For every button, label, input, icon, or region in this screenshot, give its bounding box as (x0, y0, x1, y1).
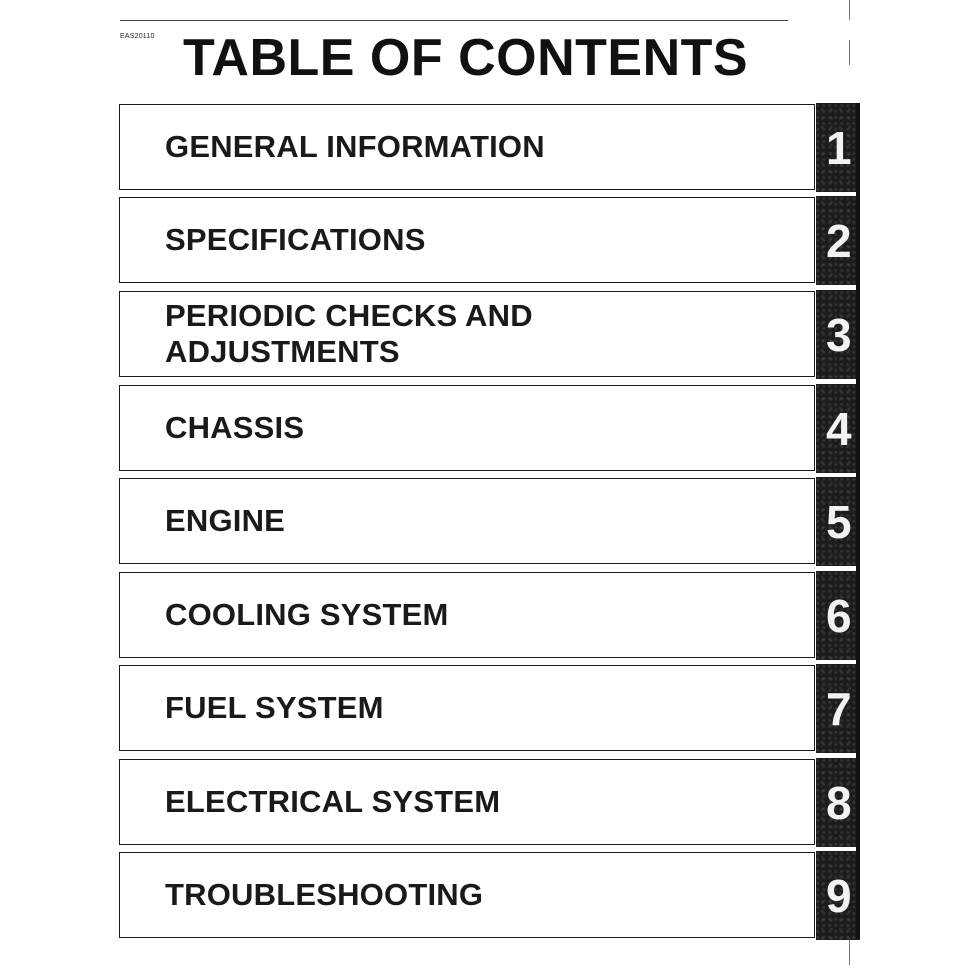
toc-entry-specifications[interactable] (119, 197, 815, 283)
toc-entry-chassis[interactable] (119, 385, 815, 471)
section-tab-number: 1 (826, 121, 852, 174)
section-tab-7[interactable] (816, 664, 860, 753)
page-title: TABLE OF CONTENTS (183, 29, 749, 87)
toc-entry-label: FUEL SYSTEM (165, 690, 384, 725)
document-code: EAS20110 (120, 33, 155, 40)
section-tab-6[interactable] (816, 571, 860, 660)
section-tab-number: 3 (826, 308, 852, 361)
margin-mark (849, 40, 850, 65)
section-tab-9[interactable] (816, 851, 860, 940)
toc-entry-periodic-checks-and-adjustments[interactable] (119, 291, 815, 377)
section-tab-number: 6 (826, 589, 852, 642)
section-tab-number: 5 (826, 495, 852, 548)
toc-entry-engine[interactable] (119, 478, 815, 564)
section-tab-8[interactable] (816, 758, 860, 847)
toc-entry-electrical-system[interactable] (119, 759, 815, 845)
section-tab-3[interactable] (816, 290, 860, 379)
section-tab-number: 7 (826, 682, 852, 735)
section-tab-number: 2 (826, 214, 852, 267)
toc-entry-cooling-system[interactable] (119, 572, 815, 658)
section-tab-2[interactable] (816, 196, 860, 285)
tab-edge (856, 103, 860, 939)
margin-mark (849, 0, 850, 20)
toc-entry-general-information[interactable] (119, 104, 815, 190)
toc-entry-label: ENGINE (165, 503, 286, 538)
toc-entry-fuel-system[interactable] (119, 665, 815, 751)
section-tab-number: 9 (826, 869, 852, 922)
header-rule (120, 20, 788, 21)
section-tab-number: 8 (826, 776, 852, 829)
toc-entry-label: CHASSIS (165, 410, 305, 445)
toc-entry-label: GENERAL INFORMATION (165, 129, 545, 164)
toc-entry-label: ELECTRICAL SYSTEM (165, 784, 501, 819)
toc-entry-troubleshooting[interactable] (119, 852, 815, 938)
section-tab-5[interactable] (816, 477, 860, 566)
section-tab-4[interactable] (816, 384, 860, 473)
toc-entry-label: PERIODIC CHECKS AND ADJUSTMENTS (165, 298, 533, 369)
section-tab-number: 4 (826, 402, 852, 455)
toc-entry-label: TROUBLESHOOTING (165, 877, 484, 912)
margin-mark (849, 940, 850, 965)
toc-entry-label: SPECIFICATIONS (165, 222, 426, 257)
section-tab-1[interactable] (816, 103, 860, 192)
toc-entry-label: COOLING SYSTEM (165, 597, 449, 632)
